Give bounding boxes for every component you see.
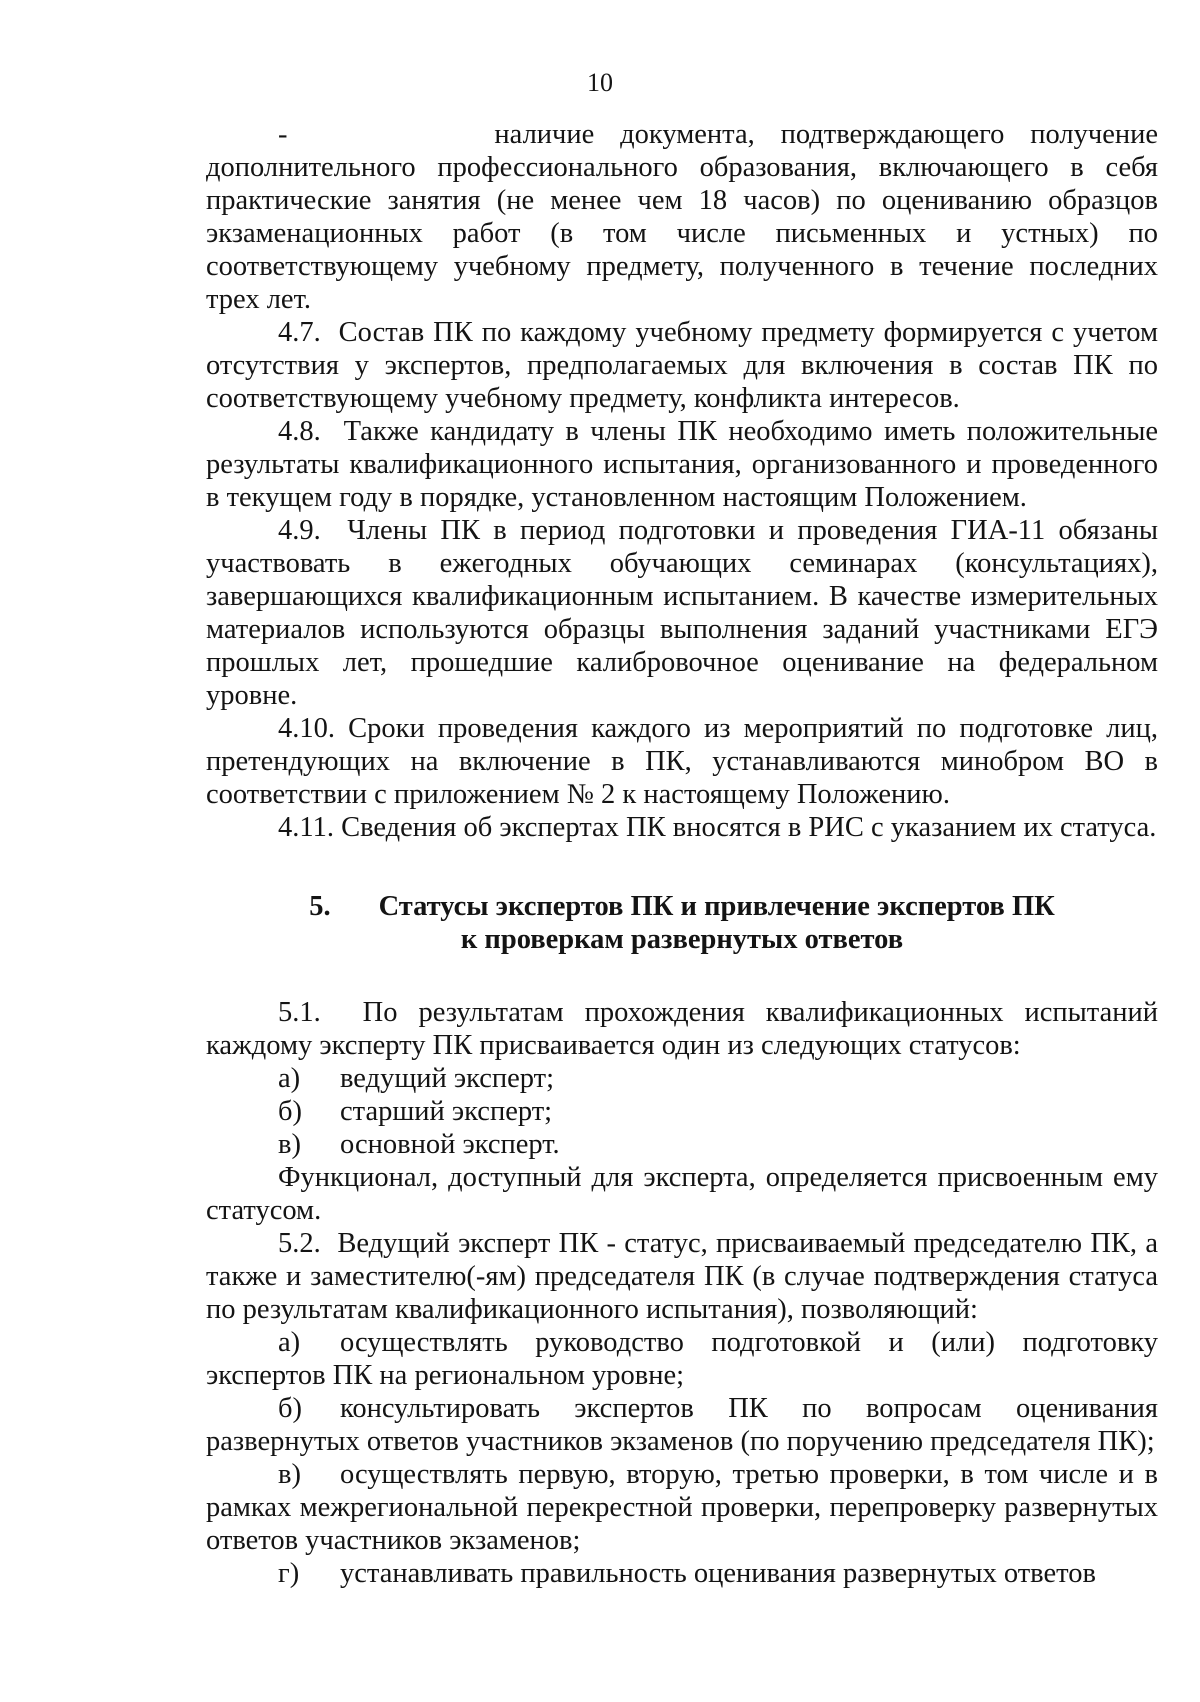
list-marker: б)	[278, 1096, 302, 1127]
section-title-line-2: к проверкам развернутых ответов	[460, 924, 904, 955]
list-text: осуществлять первую, вторую, третью проверки, в том числе и в рамках межрегиональной перекрестной проверки, перепроверку развернутых ответов участников экзаменов;	[206, 1459, 1158, 1556]
ability-item	[206, 1458, 1158, 1557]
section-heading-line-1	[206, 890, 1158, 923]
paragraph-4-9: 4.9. Члены ПК в период подготовки и проведения ГИА-11 обязаны участвовать в ежегодных обучающих семинарах (консультациях), завершающихся квалификационным испытанием. В качестве измерительных материалов используются образцы выполнения заданий участниками ЕГЭ прошлых лет, прошедшие калибровочное оценивание на федеральном уровне.	[206, 515, 1158, 711]
ability-item	[206, 1557, 1158, 1590]
list-marker: г)	[278, 1558, 300, 1589]
document-body	[206, 118, 1158, 1590]
list-marker: а)	[278, 1327, 301, 1358]
list-marker: б)	[278, 1393, 302, 1424]
list-text: старший эксперт;	[340, 1096, 553, 1127]
paragraph-dash-item: - наличие документа, подтверждающего получение дополнительного профессионального образования, включающего в себя практические занятия (не менее чем 18 часов) по оцениванию образцов экзаменационных работ (в том числе письменных и устных) по соответствующему учебному предмету, полученного в течение последних трех лет.	[206, 119, 1158, 315]
list-marker: в)	[278, 1129, 301, 1160]
list-text: ведущий эксперт;	[340, 1063, 555, 1094]
paragraph-4-11: 4.11. Сведения об экспертах ПК вносятся в РИС с указанием их статуса.	[278, 812, 1157, 843]
section-number: 5.	[309, 891, 331, 922]
ability-item	[206, 1392, 1158, 1458]
page-number: 10	[587, 68, 613, 97]
list-marker: а)	[278, 1063, 301, 1094]
list-text: основной эксперт.	[340, 1129, 560, 1160]
status-item	[206, 1095, 1158, 1128]
list-text: осуществлять руководство подготовкой и (или) подготовку экспертов ПК на региональном уровне;	[206, 1327, 1158, 1391]
ability-item	[206, 1326, 1158, 1392]
section-heading	[206, 890, 1158, 956]
section-title-line-1: Статусы экспертов ПК и привлечение экспертов ПК	[378, 891, 1055, 922]
list-text: консультировать экспертов ПК по вопросам оценивания развернутых ответов участников экзаменов (по поручению председателя ПК);	[206, 1393, 1158, 1457]
paragraph-5-1: 5.1. По результатам прохождения квалификационных испытаний каждому эксперту ПК присваивается один из следующих статусов:	[206, 997, 1158, 1061]
paragraph-4-8: 4.8. Также кандидату в члены ПК необходимо иметь положительные результаты квалификационного испытания, организованного и проведенного в текущем году в порядке, установленном настоящим Положением.	[206, 416, 1158, 513]
paragraph-4-7: 4.7. Состав ПК по каждому учебному предмету формируется с учетом отсутствия у экспертов, предполагаемых для включения в состав ПК по соответствующему учебному предмету, конфликта интересов.	[206, 317, 1158, 414]
paragraph-functional: Функционал, доступный для эксперта, определяется присвоенным ему статусом.	[206, 1162, 1158, 1226]
paragraph-4-10: 4.10. Сроки проведения каждого из мероприятий по подготовке лиц, претендующих на включение в ПК, устанавливаются минобром ВО в соответствии с приложением № 2 к настоящему Положению.	[206, 713, 1158, 810]
status-item	[206, 1128, 1158, 1161]
list-marker: в)	[278, 1459, 301, 1490]
status-item	[206, 1062, 1158, 1095]
list-text: устанавливать правильность оценивания развернутых ответов	[340, 1558, 1096, 1589]
paragraph-5-2: 5.2. Ведущий эксперт ПК - статус, присваиваемый председателю ПК, а также и заместителю(-ям) председателя ПК (в случае подтверждения статуса по результатам квалификационного испытания), позволяющий:	[206, 1228, 1158, 1325]
